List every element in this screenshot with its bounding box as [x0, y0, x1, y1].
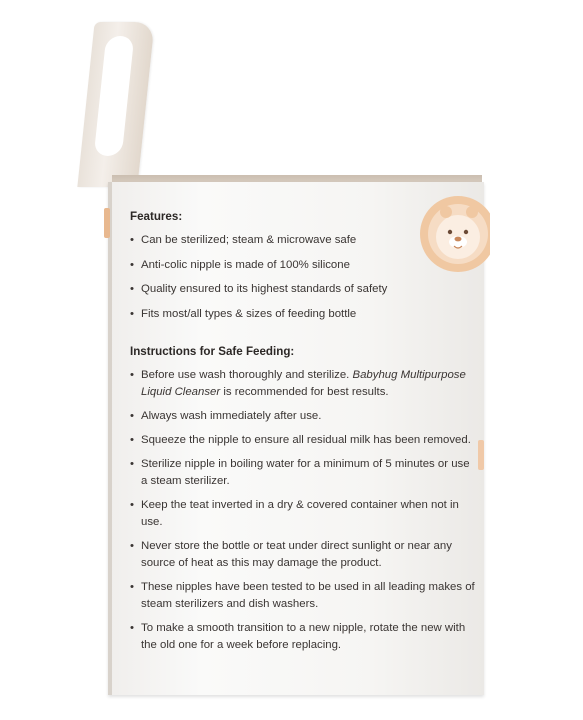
instruction-item: • Never store the bottle or teat under direct sunlight or near any source of heat as this may damage the product. [130, 538, 475, 572]
instruction-text: is recommended for best results. [220, 385, 389, 398]
side-print-mark [104, 208, 110, 238]
box-left-edge [108, 182, 112, 695]
feature-item: • Quality ensured to its highest standards of safety [130, 281, 475, 298]
instruction-item: • Keep the teat inverted in a dry & covered container when not in use. [130, 497, 475, 531]
side-print-mark [478, 440, 484, 470]
cleanser-product-name: Babyhug Multipurpose Liquid Cleanser [141, 368, 466, 398]
instruction-item: • Always wash immediately after use. [130, 408, 475, 425]
instructions-list [130, 367, 475, 654]
instruction-item [130, 367, 475, 401]
feature-item: • Fits most/all types & sizes of feeding bottle [130, 306, 475, 323]
features-list [130, 232, 475, 323]
instruction-item: • Squeeze the nipple to ensure all residual milk has been removed. [130, 432, 475, 449]
instructions-heading: Instructions for Safe Feeding: [130, 344, 295, 358]
product-text [130, 208, 475, 661]
instruction-text: Before use wash thoroughly and sterilize. [141, 368, 353, 381]
instruction-item: • These nipples have been tested to be used in all leading makes of steam sterilizers and dish washers. [130, 579, 475, 613]
features-heading: Features: [130, 210, 183, 223]
feature-item: • Can be sterilized; steam & microwave safe [130, 232, 475, 249]
instruction-item: • Sterilize nipple in boiling water for a minimum of 5 minutes or use a steam sterilizer. [130, 456, 475, 490]
instruction-item: • To make a smooth transition to a new nipple, rotate the new with the old one for a week before replacing. [130, 620, 475, 654]
feature-item: • Anti-colic nipple is made of 100% silicone [130, 257, 475, 274]
